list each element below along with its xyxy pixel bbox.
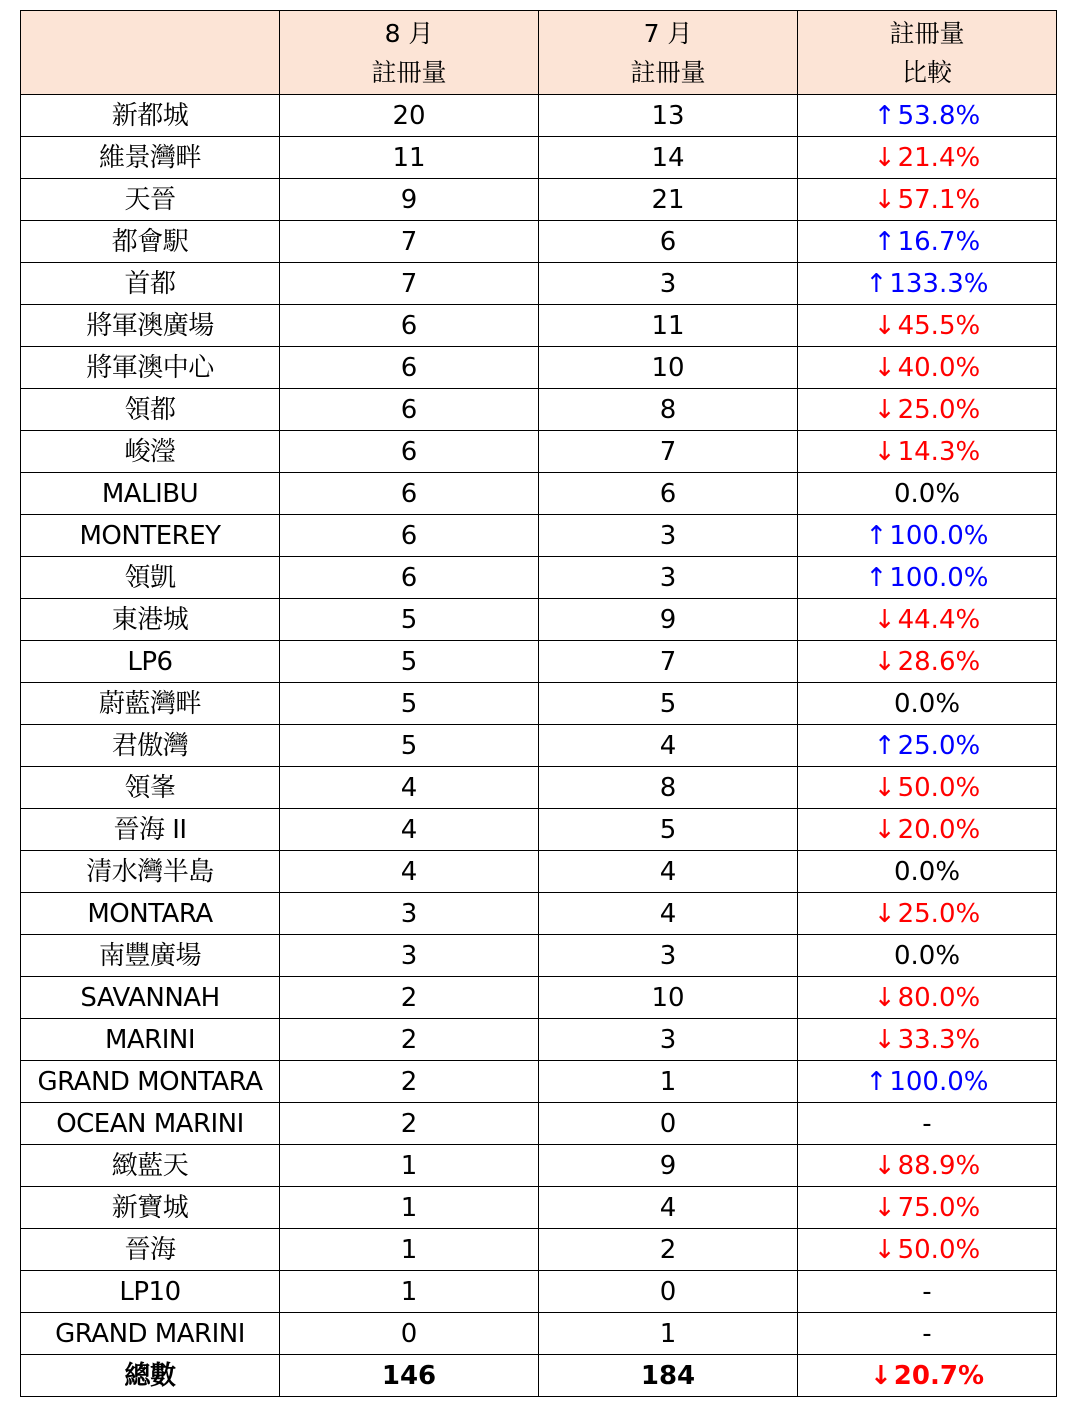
july-count: 2 — [539, 1229, 798, 1271]
estate-name: LP6 — [21, 641, 280, 683]
change-percent — [798, 1019, 1057, 1061]
arrow-down-icon: ↓ — [873, 604, 896, 635]
arrow-down-icon: ↓ — [873, 814, 896, 845]
change-percent — [798, 851, 1057, 893]
august-count: 20 — [280, 95, 539, 137]
august-count: 3 — [280, 893, 539, 935]
july-count: 3 — [539, 515, 798, 557]
july-count: 4 — [539, 851, 798, 893]
change-value: 25.0% — [897, 730, 981, 761]
august-count: 6 — [280, 557, 539, 599]
estate-name: 清水灣半島 — [21, 851, 280, 893]
july-count: 3 — [539, 1019, 798, 1061]
table-row — [21, 137, 1057, 179]
table-row — [21, 1271, 1057, 1313]
july-count: 3 — [539, 557, 798, 599]
table-row — [21, 1187, 1057, 1229]
july-count: 6 — [539, 473, 798, 515]
july-count: 14 — [539, 137, 798, 179]
change-percent — [798, 263, 1057, 305]
august-count: 4 — [280, 851, 539, 893]
table-row — [21, 473, 1057, 515]
change-value: - — [922, 1318, 932, 1349]
header-august — [280, 11, 539, 95]
july-count: 7 — [539, 431, 798, 473]
change-percent — [798, 1355, 1057, 1397]
estate-name: 晉海 II — [21, 809, 280, 851]
table-row — [21, 725, 1057, 767]
august-count: 2 — [280, 1061, 539, 1103]
arrow-down-icon: ↓ — [873, 352, 896, 383]
estate-name: 南豐廣場 — [21, 935, 280, 977]
change-percent — [798, 683, 1057, 725]
arrow-down-icon: ↓ — [873, 898, 896, 929]
august-count: 6 — [280, 347, 539, 389]
july-count: 11 — [539, 305, 798, 347]
july-count: 184 — [539, 1355, 798, 1397]
change-value: 0.0% — [893, 940, 961, 971]
estate-name: 將軍澳廣場 — [21, 305, 280, 347]
change-value: 20.0% — [897, 814, 981, 845]
change-percent — [798, 1145, 1057, 1187]
august-count: 6 — [280, 389, 539, 431]
arrow-down-icon: ↓ — [873, 394, 896, 425]
august-count: 146 — [280, 1355, 539, 1397]
july-count: 4 — [539, 893, 798, 935]
july-count: 8 — [539, 767, 798, 809]
change-value: 0.0% — [893, 688, 961, 719]
estate-name: OCEAN MARINI — [21, 1103, 280, 1145]
change-value: 16.7% — [897, 226, 981, 257]
change-value: 75.0% — [897, 1192, 981, 1223]
july-count: 1 — [539, 1061, 798, 1103]
july-count: 5 — [539, 683, 798, 725]
table-row — [21, 389, 1057, 431]
table-row — [21, 95, 1057, 137]
august-count: 1 — [280, 1229, 539, 1271]
change-percent — [798, 893, 1057, 935]
change-percent — [798, 725, 1057, 767]
change-value: 33.3% — [897, 1024, 981, 1055]
estate-name: GRAND MARINI — [21, 1313, 280, 1355]
estate-name: SAVANNAH — [21, 977, 280, 1019]
july-count: 3 — [539, 935, 798, 977]
change-value: 57.1% — [897, 184, 981, 215]
change-value: 14.3% — [897, 436, 981, 467]
august-count: 9 — [280, 179, 539, 221]
august-count: 6 — [280, 515, 539, 557]
august-count: 5 — [280, 725, 539, 767]
july-count: 13 — [539, 95, 798, 137]
change-percent — [798, 1103, 1057, 1145]
august-count: 11 — [280, 137, 539, 179]
registration-table — [20, 10, 1057, 1397]
header-comparison-line2: 比較 — [901, 57, 952, 87]
estate-name: MALIBU — [21, 473, 280, 515]
july-count: 3 — [539, 263, 798, 305]
estate-name: 將軍澳中心 — [21, 347, 280, 389]
july-count: 9 — [539, 599, 798, 641]
table-row — [21, 935, 1057, 977]
august-count: 4 — [280, 767, 539, 809]
header-row — [21, 11, 1057, 95]
change-value: - — [922, 1108, 932, 1139]
august-count: 1 — [280, 1145, 539, 1187]
change-percent — [798, 1187, 1057, 1229]
table-row — [21, 641, 1057, 683]
total-row — [21, 1355, 1057, 1397]
arrow-down-icon: ↓ — [873, 772, 896, 803]
july-count: 0 — [539, 1271, 798, 1313]
change-percent — [798, 221, 1057, 263]
arrow-up-icon: ↑ — [873, 226, 896, 257]
change-value: 25.0% — [897, 394, 981, 425]
estate-name: 晉海 — [21, 1229, 280, 1271]
change-value: 133.3% — [889, 268, 989, 299]
change-value: 0.0% — [893, 478, 961, 509]
table-row — [21, 557, 1057, 599]
change-percent — [798, 809, 1057, 851]
change-percent — [798, 935, 1057, 977]
header-estate — [21, 11, 280, 95]
arrow-down-icon: ↓ — [873, 1234, 896, 1265]
change-percent — [798, 347, 1057, 389]
change-percent — [798, 305, 1057, 347]
august-count: 6 — [280, 473, 539, 515]
arrow-up-icon: ↑ — [865, 1066, 888, 1097]
july-count: 5 — [539, 809, 798, 851]
arrow-up-icon: ↑ — [873, 100, 896, 131]
estate-name: 蔚藍灣畔 — [21, 683, 280, 725]
table-row — [21, 347, 1057, 389]
estate-name: 新寶城 — [21, 1187, 280, 1229]
estate-name: 首都 — [21, 263, 280, 305]
estate-name: 天晉 — [21, 179, 280, 221]
table-row — [21, 1229, 1057, 1271]
arrow-up-icon: ↑ — [865, 520, 888, 551]
change-percent — [798, 431, 1057, 473]
july-count: 4 — [539, 725, 798, 767]
table-row — [21, 431, 1057, 473]
estate-name: LP10 — [21, 1271, 280, 1313]
change-value: 100.0% — [889, 1066, 989, 1097]
estate-name: 緻藍天 — [21, 1145, 280, 1187]
july-count: 10 — [539, 347, 798, 389]
table-row — [21, 893, 1057, 935]
estate-name: GRAND MONTARA — [21, 1061, 280, 1103]
arrow-down-icon: ↓ — [873, 1192, 896, 1223]
august-count: 4 — [280, 809, 539, 851]
change-value: 0.0% — [893, 856, 961, 887]
change-value: 40.0% — [897, 352, 981, 383]
change-value: 28.6% — [897, 646, 981, 677]
arrow-down-icon: ↓ — [873, 982, 896, 1013]
change-value: 25.0% — [897, 898, 981, 929]
estate-name: 君傲灣 — [21, 725, 280, 767]
header-comparison — [798, 11, 1057, 95]
august-count: 2 — [280, 1019, 539, 1061]
change-percent — [798, 557, 1057, 599]
august-count: 7 — [280, 221, 539, 263]
august-count: 2 — [280, 977, 539, 1019]
table-row — [21, 515, 1057, 557]
change-value: 20.7% — [893, 1360, 984, 1391]
header-august-month: 8 月 — [384, 18, 434, 48]
change-percent — [798, 1313, 1057, 1355]
july-count: 0 — [539, 1103, 798, 1145]
august-count: 5 — [280, 599, 539, 641]
august-count: 5 — [280, 683, 539, 725]
table-row — [21, 179, 1057, 221]
august-count: 6 — [280, 431, 539, 473]
change-value: 88.9% — [897, 1150, 981, 1181]
table-row — [21, 599, 1057, 641]
estate-name: 都會駅 — [21, 221, 280, 263]
header-july-month: 7 月 — [643, 18, 693, 48]
change-percent — [798, 1271, 1057, 1313]
estate-name: MARINI — [21, 1019, 280, 1061]
estate-name: MONTARA — [21, 893, 280, 935]
arrow-down-icon: ↓ — [870, 1360, 892, 1391]
august-count: 1 — [280, 1271, 539, 1313]
estate-name: 維景灣畔 — [21, 137, 280, 179]
july-count: 9 — [539, 1145, 798, 1187]
august-count: 0 — [280, 1313, 539, 1355]
table-row — [21, 851, 1057, 893]
arrow-down-icon: ↓ — [873, 436, 896, 467]
change-value: 53.8% — [897, 100, 981, 131]
arrow-down-icon: ↓ — [873, 1150, 896, 1181]
arrow-up-icon: ↑ — [865, 268, 888, 299]
estate-name: 領都 — [21, 389, 280, 431]
july-count: 4 — [539, 1187, 798, 1229]
arrow-up-icon: ↑ — [873, 730, 896, 761]
august-count: 1 — [280, 1187, 539, 1229]
arrow-down-icon: ↓ — [873, 1024, 896, 1055]
july-count: 10 — [539, 977, 798, 1019]
change-percent — [798, 473, 1057, 515]
july-count: 6 — [539, 221, 798, 263]
estate-name: 東港城 — [21, 599, 280, 641]
table-row — [21, 1103, 1057, 1145]
header-august-label: 註冊量 — [371, 57, 447, 87]
table-row — [21, 263, 1057, 305]
arrow-down-icon: ↓ — [873, 142, 896, 173]
change-percent — [798, 1061, 1057, 1103]
change-percent — [798, 179, 1057, 221]
change-value: 80.0% — [897, 982, 981, 1013]
table-row — [21, 221, 1057, 263]
change-percent — [798, 1229, 1057, 1271]
change-percent — [798, 515, 1057, 557]
table-body — [21, 95, 1057, 1397]
estate-name: 峻瀅 — [21, 431, 280, 473]
august-count: 5 — [280, 641, 539, 683]
august-count: 7 — [280, 263, 539, 305]
change-value: 50.0% — [897, 772, 981, 803]
change-value: 50.0% — [897, 1234, 981, 1265]
table-row — [21, 1313, 1057, 1355]
table-row — [21, 1061, 1057, 1103]
august-count: 2 — [280, 1103, 539, 1145]
change-value: 45.5% — [897, 310, 981, 341]
estate-name: 領凱 — [21, 557, 280, 599]
august-count: 3 — [280, 935, 539, 977]
july-count: 1 — [539, 1313, 798, 1355]
change-value: 100.0% — [889, 520, 989, 551]
change-percent — [798, 95, 1057, 137]
table-row — [21, 809, 1057, 851]
arrow-up-icon: ↑ — [865, 562, 888, 593]
table-row — [21, 767, 1057, 809]
arrow-down-icon: ↓ — [873, 646, 896, 677]
change-value: 21.4% — [897, 142, 981, 173]
change-percent — [798, 767, 1057, 809]
change-percent — [798, 977, 1057, 1019]
change-value: - — [922, 1276, 932, 1307]
table-row — [21, 1019, 1057, 1061]
table-row — [21, 305, 1057, 347]
july-count: 7 — [539, 641, 798, 683]
table-row — [21, 977, 1057, 1019]
change-percent — [798, 137, 1057, 179]
estate-name: 新都城 — [21, 95, 280, 137]
august-count: 6 — [280, 305, 539, 347]
july-count: 8 — [539, 389, 798, 431]
change-percent — [798, 641, 1057, 683]
estate-name: 領峯 — [21, 767, 280, 809]
header-july-label: 註冊量 — [630, 57, 706, 87]
table-row — [21, 1145, 1057, 1187]
change-value: 44.4% — [897, 604, 981, 635]
table-row — [21, 683, 1057, 725]
change-value: 100.0% — [889, 562, 989, 593]
table-header — [21, 11, 1057, 95]
change-percent — [798, 389, 1057, 431]
header-july — [539, 11, 798, 95]
estate-name: 總數 — [21, 1355, 280, 1397]
header-comparison-line1: 註冊量 — [889, 18, 965, 48]
july-count: 21 — [539, 179, 798, 221]
change-percent — [798, 599, 1057, 641]
estate-name: MONTEREY — [21, 515, 280, 557]
arrow-down-icon: ↓ — [873, 184, 896, 215]
arrow-down-icon: ↓ — [873, 310, 896, 341]
